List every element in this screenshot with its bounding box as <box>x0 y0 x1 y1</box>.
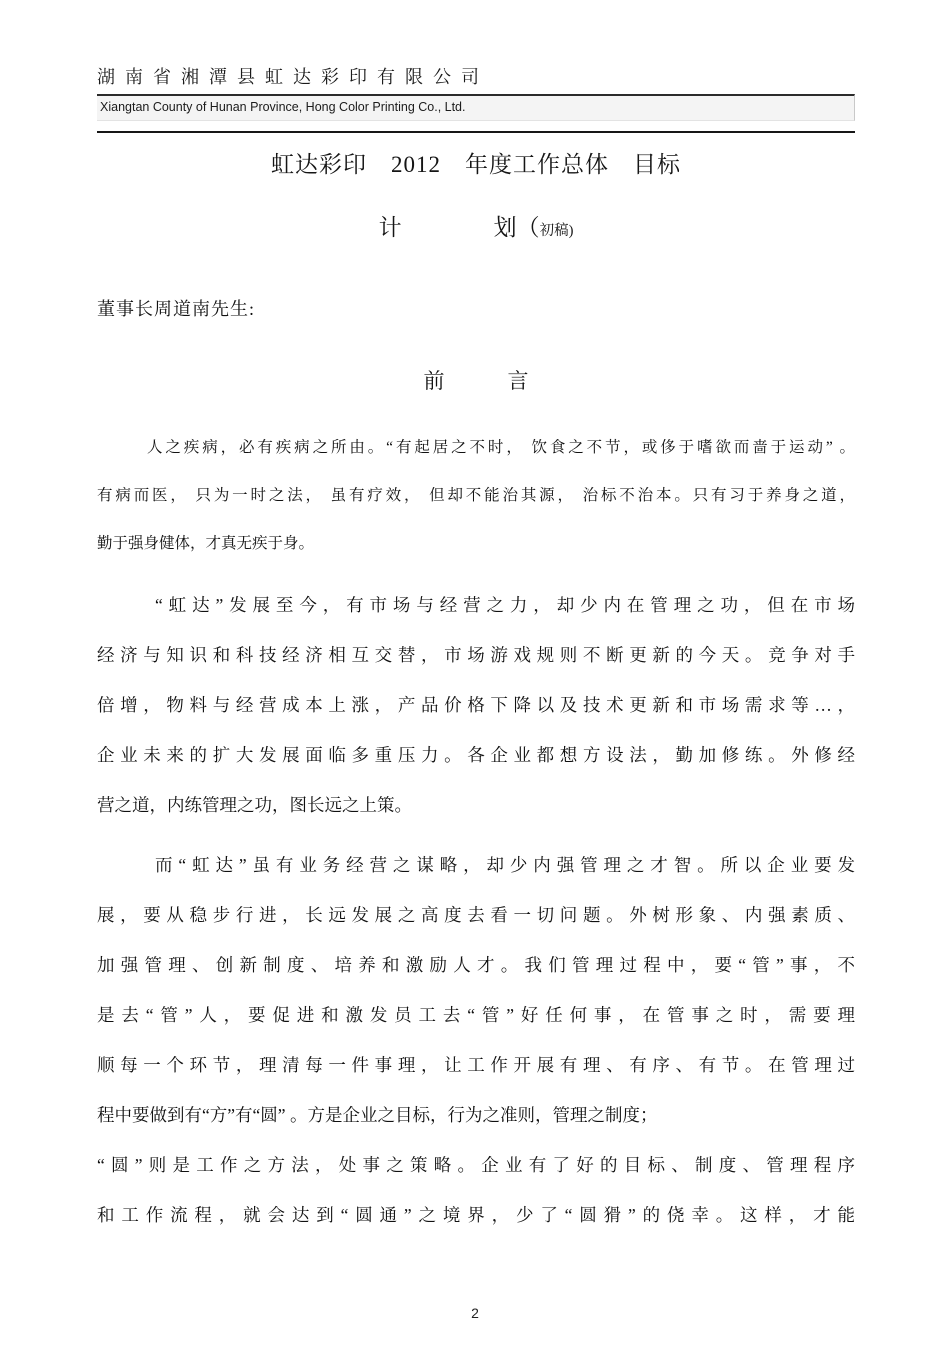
text-line: 勤于强身健体，才真无疾于身。 <box>97 535 315 552</box>
text-line: 展，要从稳步行进，长远发展之高度去看一切问题。外树形象、内强素质、 <box>97 905 855 925</box>
text-line: 人之疾病，必有疾病之所由。“有起居之不时， 饮食之不节，或侈于嗜欲而啬于运动” 。 <box>147 439 855 456</box>
text-line: “虹达”发展至今，有市场与经营之力，却少内在管理之功，但在市场 <box>155 595 855 615</box>
text-line: 企业未来的扩大发展面临多重压力。各企业都想方设法，勤加修练。外修经 <box>97 745 855 765</box>
letterhead <box>97 64 855 133</box>
subtitle-main: 计 划 <box>378 215 517 240</box>
subtitle-paren-open: （ <box>516 215 540 240</box>
paragraph-1 <box>97 424 855 568</box>
paragraph-3 <box>97 840 855 1240</box>
document-title: 虹达彩印 2012 年度工作总体 目标 <box>271 152 681 177</box>
text-line: 倍增，物料与经营成本上涨，产品价格下降以及技术更新和市场需求等…， <box>97 695 855 715</box>
text-line: 是去“管”人，要促进和激发员工去“管”好任何事，在管事之时，需要理 <box>97 1005 855 1025</box>
subtitle-paren-close: ) <box>568 223 574 239</box>
text-line: 营之道，内练管理之功，图长远之上策。 <box>97 795 412 815</box>
text-line: 和工作流程，就会达到“圆通”之境界，少了“圆猾”的侥幸。这样，才能 <box>97 1205 855 1225</box>
text-line: 有病而医， 只为一时之法， 虽有疗效， 但却不能治其源， 治标不治本。只有习于养身之道， <box>97 487 855 504</box>
text-line: “圆”则是工作之方法，处事之策略。企业有了好的目标、制度、管理程序 <box>97 1155 855 1175</box>
text-line: 加强管理、创新制度、培养和激励人才。我们管理过程中，要“管”事，不 <box>97 955 855 975</box>
page-number: 2 <box>471 1305 479 1321</box>
text-line: 顺每一个环节，理清每一件事理，让工作开展有理、有序、有节。在管理过 <box>97 1055 855 1075</box>
company-name-chinese: 湖南省湘潭县虹达彩印有限公司 <box>97 67 489 87</box>
header-divider-rule <box>97 131 855 133</box>
text-line: 程中要做到有“方”有“圆” 。方是企业之目标，行为之准则，管理之制度； <box>97 1105 658 1125</box>
paragraph-2 <box>97 580 855 830</box>
company-name-english-strip: Xiangtan County of Hunan Province, Hong Color Printing Co., Ltd. <box>97 94 855 121</box>
salutation: 董事长周道南先生: <box>97 299 256 319</box>
text-line: 经济与知识和科技经济相互交替，市场游戏规则不断更新的今天。竞争对手 <box>97 645 855 665</box>
preface-heading: 前 言 <box>423 369 529 393</box>
text-line: 而“虹达”虽有业务经营之谋略，却少内强管理之才智。所以企业要发 <box>155 855 855 875</box>
document-subtitle <box>97 211 855 248</box>
subtitle-draft-note: 初稿 <box>539 223 569 239</box>
